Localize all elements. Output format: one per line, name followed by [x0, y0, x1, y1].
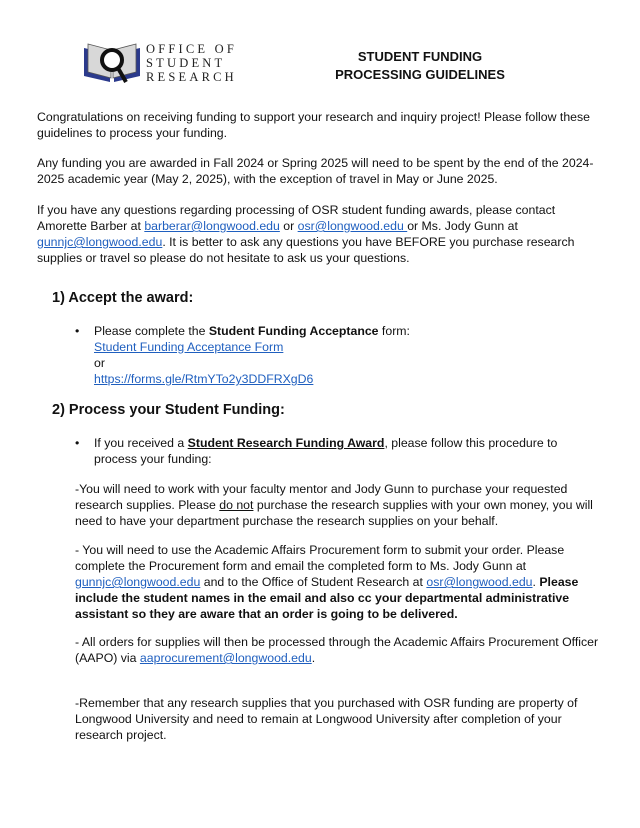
text: form:	[378, 324, 410, 338]
deadline-paragraph: Any funding you are awarded in Fall 2024 or Spring 2025 will need to be spent by the end of the 2024-2025 academic year (May 2, 2025), with the exception of travel in May or June 2025.	[37, 156, 594, 186]
text: or	[279, 219, 298, 233]
email-link-osr[interactable]: osr@longwood.edu	[426, 575, 533, 589]
section-heading-accept: 1) Accept the award:	[52, 290, 194, 306]
procedure-paragraph-2	[75, 542, 603, 622]
text: .	[311, 651, 316, 665]
text: - You will need to use the Academic Affairs Procurement form to submit your order. Please complete the Procurement form and email the completed form to Ms. Jody Gunn at	[75, 543, 565, 573]
email-link-aaprocurement[interactable]: aaprocurement@longwood.edu	[139, 651, 312, 665]
page-title	[320, 48, 520, 84]
procedure-paragraph-4: -Remember that any research supplies that you purchased with OSR funding are property of Longwood University and need to remain at Longwood University after completion of your research project.	[75, 696, 578, 742]
email-link-barber[interactable]: barberar@longwood.edu	[144, 219, 280, 233]
list-item	[75, 435, 599, 467]
title-line: STUDENT FUNDING	[357, 49, 483, 64]
intro-paragraph: Congratulations on receiving funding to support your research and inquiry project! Please follow these guidelines to process your funding.	[37, 110, 590, 140]
bullet-icon: •	[75, 324, 80, 338]
text: If you received a	[94, 436, 188, 450]
title-line: PROCESSING GUIDELINES	[335, 67, 505, 82]
email-link-gunn[interactable]: gunnjc@longwood.edu	[37, 235, 163, 249]
procedure-paragraph-3	[75, 634, 603, 666]
text: Please complete the	[94, 324, 209, 338]
text: If you have any questions regarding processing of OSR student funding awards, please contact Amorette Barber at	[37, 203, 556, 233]
logo-line: OFFICE OF	[146, 42, 237, 56]
text: .	[532, 575, 540, 589]
contact-paragraph	[37, 202, 605, 266]
text: or	[94, 356, 105, 370]
email-link-osr[interactable]: osr@longwood.edu	[297, 219, 408, 233]
text: and to the Office of Student Research at	[200, 575, 427, 589]
acceptance-form-link[interactable]: Student Funding Acceptance Form	[94, 340, 284, 354]
bullet-icon: •	[75, 436, 80, 450]
list-item	[75, 323, 604, 387]
google-form-link[interactable]: https://forms.gle/RtmYTo2y3DDFRXgD6	[94, 372, 314, 386]
osr-logo-icon	[82, 40, 142, 86]
section-heading-process: 2) Process your Student Funding:	[52, 402, 285, 418]
underlined-text: do not	[219, 498, 254, 512]
logo-line: RESEARCH	[146, 70, 237, 84]
bold-text: Student Research Funding Award	[187, 436, 385, 450]
text: . It is better to ask any questions you have BEFORE you purchase research supplies or travel so please do not hesitate to ask us your questions.	[37, 235, 575, 265]
text: or Ms. Jody Gunn at	[407, 219, 518, 233]
text: purchase the research supplies with your own money, you will need to have your department purchase the research supplies on your behalf.	[75, 498, 593, 528]
text: - All orders for supplies will then be processed through the Academic Affairs Procurement Officer (AAPO) via	[75, 635, 599, 665]
procedure-paragraph-1	[75, 481, 603, 529]
text: , please follow this procedure to process your funding:	[94, 436, 558, 466]
email-link-gunn[interactable]: gunnjc@longwood.edu	[75, 575, 201, 589]
logo-line: STUDENT	[146, 56, 226, 70]
logo-text	[146, 42, 237, 84]
bold-text: Please include the student names in the email and also cc your departmental administrative assistant so they are aware that an order is going to be delivered.	[75, 575, 579, 621]
text: -You will need to work with your faculty mentor and Jody Gunn to purchase your requested research supplies. Please	[75, 482, 568, 512]
bold-text: Student Funding Acceptance	[208, 324, 379, 338]
